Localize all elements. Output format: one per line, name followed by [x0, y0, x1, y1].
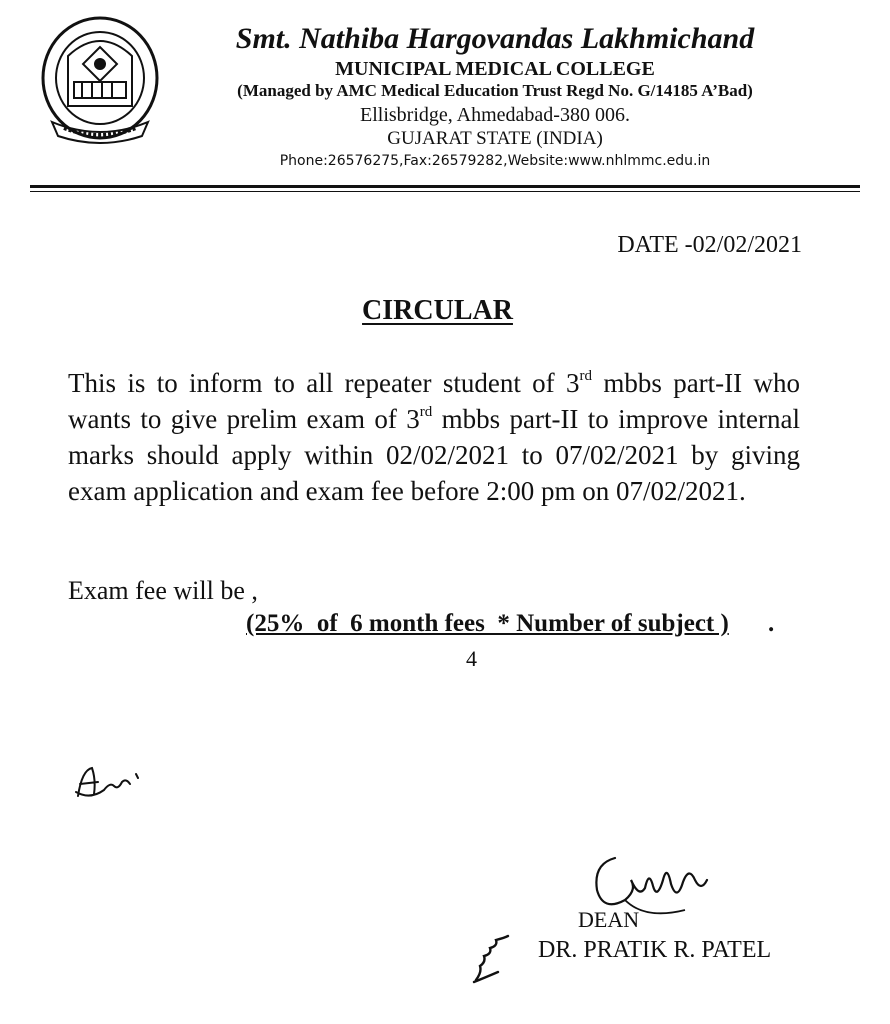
circular-date: DATE -02/02/2021	[617, 232, 802, 258]
circular-body	[68, 365, 800, 509]
handwritten-initials	[70, 760, 170, 805]
body-text-3: mbbs part-II to improve internal marks should apply within 02/02/2021 to 07/02/2021 by giving exam application and exam fee before 2:00 pm on 07/02/2021.	[68, 404, 801, 506]
managed-by-line: (Managed by AMC Medical Education Trust Regd No. G/14185 A’Bad)	[237, 81, 753, 100]
body-text-2: mbbs part-II who wants to give prelim exam of 3	[68, 368, 800, 434]
body-text-1: This is to inform to all repeater student of 3	[68, 368, 580, 398]
college-subtitle: MUNICIPAL MEDICAL COLLEGE	[335, 58, 655, 80]
ordinal-suffix: rd	[419, 404, 433, 420]
signatory-designation: DEAN	[578, 907, 640, 932]
header-rule	[30, 185, 860, 188]
contact-line: Phone:26576275,Fax:26579282,Website:www.nhlmmc.edu.in	[279, 153, 711, 169]
ordinal-suffix: rd	[579, 368, 592, 384]
address-line: Ellisbridge, Ahmedabad-380 006.	[360, 104, 630, 126]
college-seal	[38, 14, 162, 144]
circular-title: CIRCULAR	[362, 295, 513, 326]
college-name: Smt. Nathiba Hargovandas Lakhmichand	[235, 22, 755, 55]
fee-end-period: .	[768, 610, 775, 637]
fee-formula: (25% of 6 month fees * Number of subject )	[246, 610, 729, 637]
signatory-name: DR. PRATIK R. PATEL	[538, 937, 772, 963]
state-line: GUJARAT STATE (INDIA)	[387, 128, 603, 149]
handwritten-number: 4	[466, 646, 477, 671]
margin-signature	[468, 932, 518, 987]
fee-intro: Exam fee will be ,	[68, 576, 258, 605]
header-rule-thin	[30, 191, 860, 192]
